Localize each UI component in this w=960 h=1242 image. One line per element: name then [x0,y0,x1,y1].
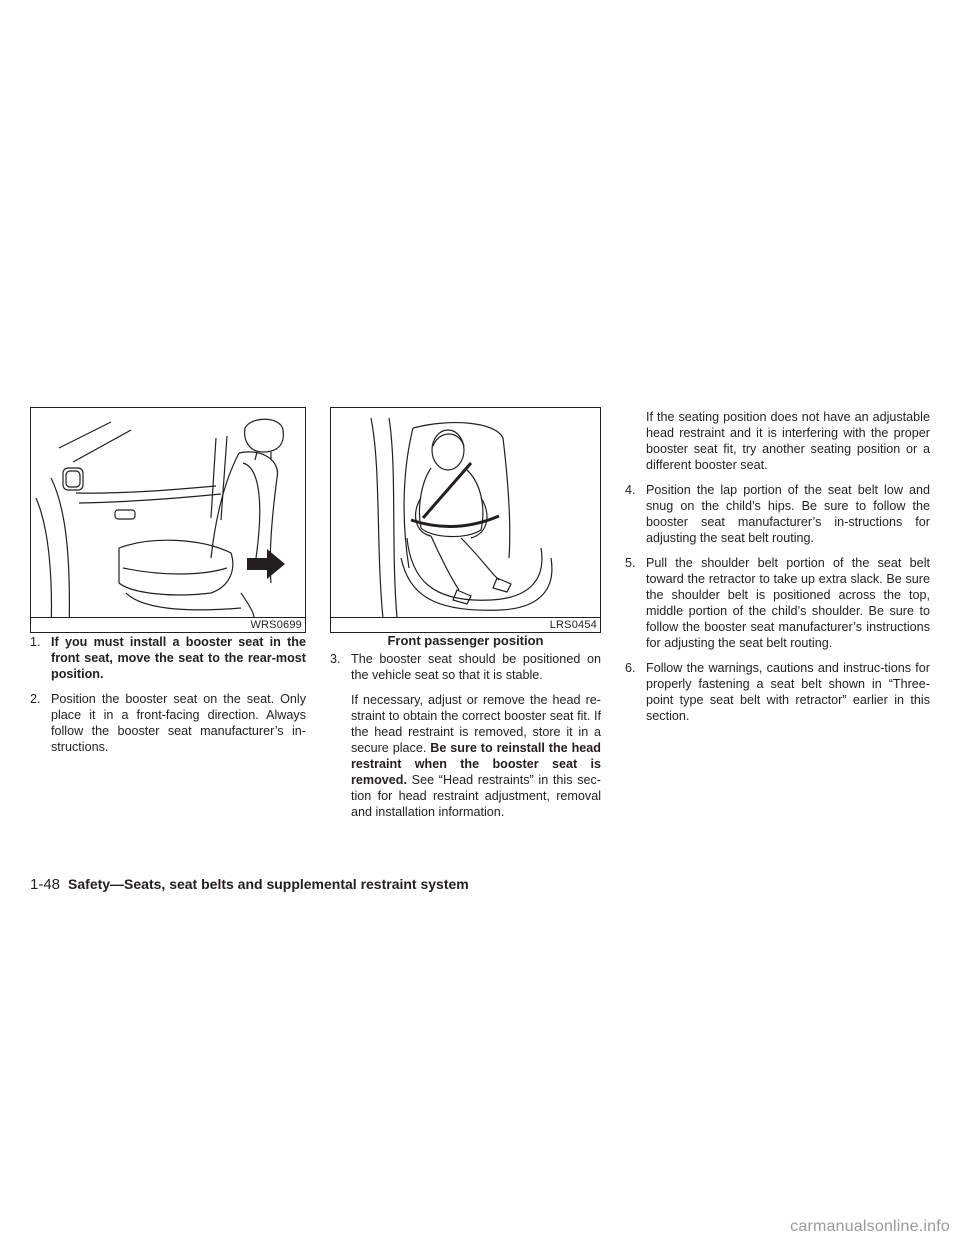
column-2 [330,651,601,829]
list-item [625,555,930,651]
figure-booster-seat [330,407,601,633]
item-number: 4. [625,483,636,497]
item-text: The booster seat should be positioned on the vehicle seat so that it is stable. [351,652,601,682]
item-text: Position the booster seat on the seat. Only place it in a front-facing direction. Always follow the booster seat manufacturer’s in-structions. [51,692,306,754]
list-item [30,691,306,755]
item-text-bold: If you must install a booster seat in the front seat, move the seat to the rear-most position. [51,635,306,681]
list-item [625,660,930,724]
list-item [625,482,930,546]
child-booster-seat-illustration [331,408,601,633]
page-footer [30,876,469,893]
item-text: Pull the shoulder belt portion of the seat belt toward the retractor to take up extra slack. Be sure the shoulder belt is positioned across the top, middle portion of the child’s shoulder. Be sure to follow the booster seat manufacturer’s instructions for adjusting the seat belt routing. [646,556,930,650]
seat-forward-arrow-illustration [31,408,306,633]
figure-seat-position [30,407,306,633]
figure-caption: Front passenger position [387,633,544,648]
item-number: 6. [625,661,636,675]
item-text: Follow the warnings, cautions and instruc-tions for properly fastening a seat belt shown in “Three-point type seat belt with retractor” earlier in this section. [646,661,930,723]
watermark: carmanualsonline.info [790,1218,950,1235]
list-item [330,651,601,683]
section-title: Safety—Seats, seat belts and supplemental restraint system [68,876,469,892]
item-paragraph: If necessary, adjust or remove the head re-straint to obtain the correct booster seat fit. If the head restraint is removed, store it in a secure place. Be sure to reinstall the head restraint when the booster seat is removed. See “Head restraints” in this sec-tion for head restraint adjustment, removal and installation information. [351,693,601,819]
figure-code: WRS0699 [250,619,302,631]
item-paragraph: If the seating position does not have an adjustable head restraint and it is interfering with the proper booster seat fit, try another seating position or a different booster seat. [646,410,930,472]
list-item [30,634,306,682]
page-number: 1-48 [30,876,61,893]
item-number: 5. [625,556,636,570]
item-text: Position the lap portion of the seat belt low and snug on the child’s hips. Be sure to follow the booster seat manufacturer’s in-structions for adjusting the seat belt routing. [646,483,930,545]
item-number: 3. [330,652,341,666]
item-number: 1. [30,635,41,649]
column-3 [625,409,930,733]
figure-code: LRS0454 [549,619,597,631]
item-number: 2. [30,692,41,706]
column-1 [30,634,306,764]
